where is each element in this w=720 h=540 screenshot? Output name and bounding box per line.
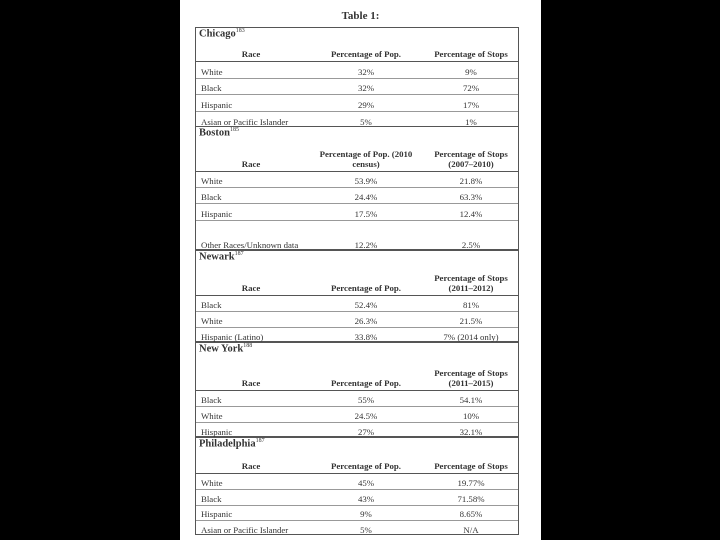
table-cell: 71.58%: [457, 494, 485, 504]
column-header: Percentage of Pop.: [331, 378, 401, 388]
column-header: Race: [241, 283, 261, 293]
table-cell: 19.77%: [457, 478, 485, 488]
column-header: Percentage of Stops: [434, 461, 508, 471]
table-cell: Black: [201, 300, 222, 310]
table-cell: Asian or Pacific Islander: [201, 525, 289, 535]
table-cell: Hispanic: [201, 509, 233, 519]
table-row: [196, 474, 518, 490]
table-cell: 53.9%: [354, 176, 378, 186]
table-cell: 54.1%: [459, 395, 483, 405]
table-row: [196, 328, 518, 343]
table-cell: 55%: [357, 395, 375, 405]
table-cell: 27%: [357, 427, 375, 437]
table-cell: Black: [201, 192, 222, 202]
footnote-ref: 187: [234, 251, 244, 257]
table-cell: 8.65%: [459, 509, 483, 519]
table-cell: 17%: [462, 100, 480, 110]
table-cell: White: [201, 176, 223, 186]
table-cell: 2.5%: [461, 240, 481, 250]
table-cell: Hispanic: [201, 100, 233, 110]
document-page: [180, 0, 541, 540]
column-header: Race: [241, 461, 261, 471]
footnote-ref: 185: [229, 127, 239, 133]
table-header: [196, 438, 518, 474]
table-cell: White: [201, 478, 223, 488]
table-cell: 72%: [462, 83, 480, 93]
table-cell: Hispanic (Latino): [201, 332, 264, 342]
column-header: Percentage of Pop. (2010 census): [319, 149, 413, 169]
table-cell: 5%: [360, 117, 372, 127]
table-header: [196, 28, 518, 62]
table-row: [196, 204, 518, 221]
city-name: Newark$^{187}$: [199, 251, 244, 263]
table-new-york: [195, 342, 519, 437]
table-cell: 5%: [360, 525, 372, 535]
table-cell: 29%: [357, 100, 375, 110]
column-header: Percentage of Stops: [434, 49, 508, 59]
table-cell: 81%: [462, 300, 480, 310]
column-header: Race: [241, 49, 261, 59]
table-header: [196, 251, 518, 296]
footnote-ref: 183: [235, 28, 245, 34]
table-header: [196, 343, 518, 391]
table-row: [196, 391, 518, 407]
table-cell: 9%: [465, 67, 477, 77]
table-cell: White: [201, 411, 223, 421]
footnote-ref: 187: [255, 438, 265, 444]
table-row: [196, 188, 518, 204]
table-row: [196, 423, 518, 438]
table-cell: 63.3%: [459, 192, 483, 202]
table-cell: 32%: [357, 67, 375, 77]
table-chicago: [195, 27, 519, 127]
table-cell: N/A: [463, 525, 479, 535]
table-cell: 10%: [462, 411, 480, 421]
table-header: [196, 127, 518, 172]
table-cell: 21.5%: [459, 316, 483, 326]
table-cell: 32.1%: [459, 427, 483, 437]
table-cell: 24.4%: [354, 192, 378, 202]
table-row: [196, 296, 518, 312]
column-header: Percentage of Stops (2011–2015): [434, 368, 508, 388]
column-header: Percentage of Pop.: [331, 49, 401, 59]
table-row: [196, 521, 518, 536]
table-row: [196, 62, 518, 79]
table-cell: Black: [201, 395, 222, 405]
table-cell: Other Races/Unknown data: [201, 240, 299, 250]
table-row: [196, 95, 518, 112]
table-cell: 45%: [357, 478, 375, 488]
table-boston: [195, 126, 519, 250]
table-cell: 24.5%: [354, 411, 378, 421]
table-row: [196, 79, 518, 95]
table-cell: 52.4%: [354, 300, 378, 310]
table-cell: White: [201, 316, 223, 326]
table-row: [196, 221, 518, 251]
city-name: Philadelphia$^{187}$: [199, 438, 265, 450]
table-cell: Black: [201, 83, 222, 93]
table-cell: 33.8%: [354, 332, 378, 342]
table-cell: 17.5%: [354, 209, 378, 219]
column-header: Race: [241, 378, 261, 388]
city-name: Boston$^{185}$: [199, 127, 239, 139]
table-cell: 7% (2014 only): [443, 332, 499, 342]
footnote-ref: 188: [243, 343, 253, 349]
table-cell: 43%: [357, 494, 375, 504]
table-row: [196, 490, 518, 506]
table-cell: Hispanic: [201, 209, 233, 219]
table-philadelphia: [195, 437, 519, 535]
city-name: Chicago$^{183}$: [199, 28, 245, 40]
table-cell: 12.4%: [459, 209, 483, 219]
table-cell: Hispanic: [201, 427, 233, 437]
table-cell: 1%: [465, 117, 477, 127]
table-row: [196, 407, 518, 423]
table-cell: White: [201, 67, 223, 77]
table-cell: 12.2%: [354, 240, 378, 250]
table-cell: Black: [201, 494, 222, 504]
table-cell: 21.8%: [459, 176, 483, 186]
column-header: Race: [241, 159, 261, 169]
table-newark: [195, 250, 519, 342]
column-header: Percentage of Stops (2011–2012): [434, 273, 508, 293]
table-row: [196, 172, 518, 188]
city-name: New York$^{188}$: [199, 343, 253, 355]
table-cell: Asian or Pacific Islander: [201, 117, 289, 127]
table-cell: 32%: [357, 83, 375, 93]
column-header: Percentage of Pop.: [331, 461, 401, 471]
table-row: [196, 506, 518, 521]
table-row: [196, 312, 518, 328]
column-header: Percentage of Pop.: [331, 283, 401, 293]
table-cell: 9%: [360, 509, 372, 519]
table-cell: 26.3%: [354, 316, 378, 326]
table-caption: Table 1:: [341, 10, 380, 22]
column-header: Percentage of Stops (2007–2010): [434, 149, 508, 169]
